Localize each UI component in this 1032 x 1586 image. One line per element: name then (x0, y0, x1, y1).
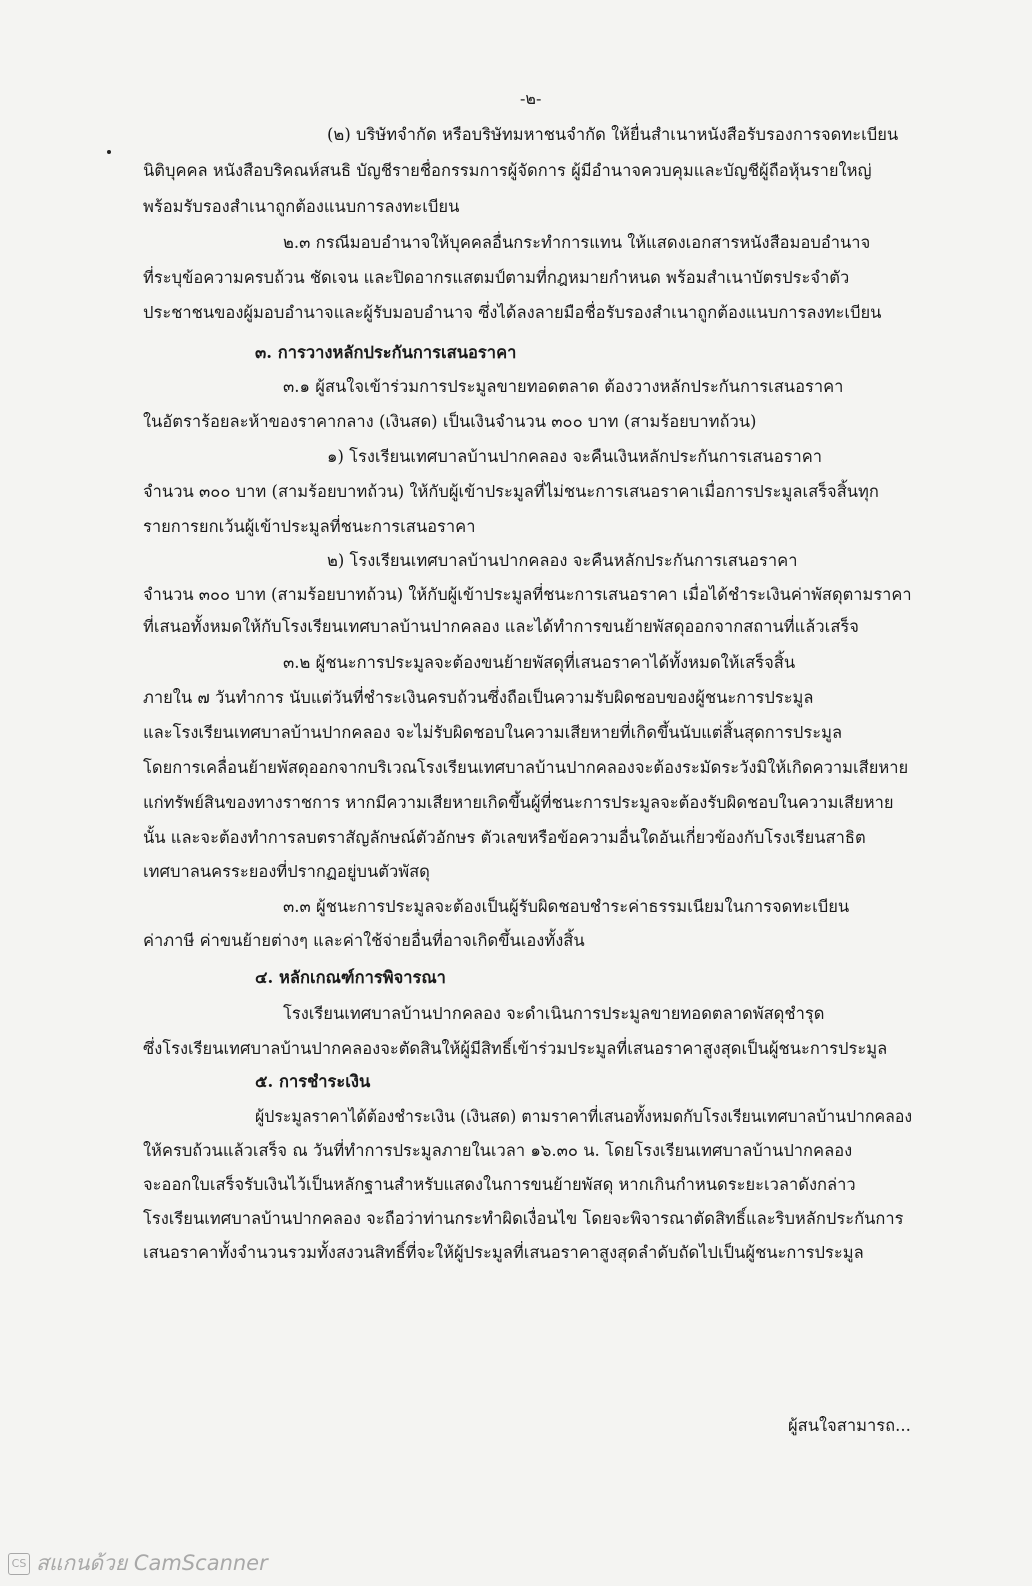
para-3-2-line-6: นั้น และจะต้องทำการลบตราสัญลักษณ์ตัวอักษร ตัวเลขหรือข้อความอื่นใดอันเกี่ยวข้องกับโรงเรียนสาธิต (143, 828, 866, 847)
para-3-1-line-1: ๓.๑ ผู้สนใจเข้าร่วมการประมูลขายทอดตลาด ต้องวางหลักประกันการเสนอราคา (283, 377, 844, 396)
continuation-note: ผู้สนใจสามารถ... (788, 1416, 911, 1435)
para-3-1-2-line-3: ที่เสนอทั้งหมดให้กับโรงเรียนเทศบาลบ้านปากคลอง และได้ทำการขนย้ายพัสดุออกจากสถานที่แล้วเสร็จ (143, 617, 859, 636)
para-3-1-1-line-3: รายการยกเว้นผู้เข้าประมูลที่ชนะการเสนอราคา (143, 517, 476, 536)
watermark-text: สแกนด้วย CamScanner (36, 1551, 268, 1575)
scanner-watermark (8, 1547, 268, 1580)
para-4-line-2: ซึ่งโรงเรียนเทศบาลบ้านปากคลองจะตัดสินให้ผู้มีสิทธิ์เข้าร่วมประมูลที่เสนอราคาสูงสุดเป็นผู้ชนะการประมูล (143, 1039, 888, 1058)
para-5-line-3: จะออกใบเสร็จรับเงินไว้เป็นหลักฐานสำหรับแสดงในการขนย้ายพัสดุ หากเกินกำหนดระยะเวลาดังกล่าว (143, 1175, 856, 1194)
section-3-heading: ๓. การวางหลักประกันการเสนอราคา (255, 343, 517, 362)
para-2-2-line-1: (๒) บริษัทจำกัด หรือบริษัทมหาชนจำกัด ให้ยื่นสำเนาหนังสือรับรองการจดทะเบียน (327, 125, 899, 144)
para-3-3-line-2: ค่าภาษี ค่าขนย้ายต่างๆ และค่าใช้จ่ายอื่นที่อาจเกิดขึ้นเองทั้งสิ้น (143, 931, 585, 950)
para-2-3-line-1: ๒.๓ กรณีมอบอำนาจให้บุคคลอื่นกระทำการแทน ให้แสดงเอกสารหนังสือมอบอำนาจ (283, 233, 871, 252)
para-2-2-line-2: นิติบุคคล หนังสือบริคณห์สนธิ บัญชีรายชื่อกรรมการผู้จัดการ ผู้มีอำนาจควบคุมและบัญชีผู้ถือหุ้นรายใหญ่ (143, 161, 872, 180)
para-3-2-line-5: แก่ทรัพย์สินของทางราชการ หากมีความเสียหายเกิดขึ้นผู้ที่ชนะการประมูลจะต้องรับผิดชอบในความเสียหาย (143, 793, 894, 812)
para-2-3-line-2: ที่ระบุข้อความครบถ้วน ชัดเจน และปิดอากรแสตมป์ตามที่กฎหมายกำหนด พร้อมสำเนาบัตรประจำตัว (143, 268, 850, 287)
para-5-line-5: เสนอราคาทั้งจำนวนรวมทั้งสงวนสิทธิ์ที่จะให้ผู้ประมูลที่เสนอราคาสูงสุดลำดับถัดไปเป็นผู้ชนะการประมูล (143, 1243, 864, 1262)
para-3-1-1-line-1: ๑) โรงเรียนเทศบาลบ้านปากคลอง จะคืนเงินหลักประกันการเสนอราคา (327, 447, 823, 466)
para-3-1-line-2: ในอัตราร้อยละห้าของราคากลาง (เงินสด) เป็นเงินจำนวน ๓๐๐ บาท (สามร้อยบาทถ้วน) (143, 412, 757, 431)
para-3-2-line-2: ภายใน ๗ วันทำการ นับแต่วันที่ชำระเงินครบถ้วนซึ่งถือเป็นความรับผิดชอบของผู้ชนะการประมูล (143, 688, 814, 707)
para-5-line-2: ให้ครบถ้วนแล้วเสร็จ ณ วันที่ทำการประมูลภายในเวลา ๑๖.๓๐ น. โดยโรงเรียนเทศบาลบ้านปากคลอง (143, 1141, 853, 1160)
para-3-2-line-3: และโรงเรียนเทศบาลบ้านปากคลอง จะไม่รับผิดชอบในความเสียหายที่เกิดขึ้นนับแต่สิ้นสุดการประมูล (143, 723, 843, 742)
para-3-2-line-1: ๓.๒ ผู้ชนะการประมูลจะต้องขนย้ายพัสดุที่เสนอราคาได้ทั้งหมดให้เสร็จสิ้น (283, 653, 796, 672)
section-4-heading: ๔. หลักเกณฑ์การพิจารณา (255, 968, 446, 987)
section-5-heading: ๕. การชำระเงิน (255, 1072, 371, 1091)
para-3-2-line-4: โดยการเคลื่อนย้ายพัสดุออกจากบริเวณโรงเรียนเทศบาลบ้านปากคลองจะต้องระมัดระวังมิให้เกิดความเสียหาย (143, 758, 909, 777)
para-3-1-2-line-1: ๒) โรงเรียนเทศบาลบ้านปากคลอง จะคืนหลักประกันการเสนอราคา (327, 551, 798, 570)
scan-speck (107, 150, 111, 154)
para-4-line-1: โรงเรียนเทศบาลบ้านปากคลอง จะดำเนินการประมูลขายทอดตลาดพัสดุชำรุด (283, 1004, 825, 1023)
para-2-3-line-3: ประชาชนของผู้มอบอำนาจและผู้รับมอบอำนาจ ซึ่งได้ลงลายมือชื่อรับรองสำเนาถูกต้องแนบการลงทะเบียน (143, 303, 882, 322)
camscanner-logo-icon: CS (8, 1553, 30, 1575)
para-3-3-line-1: ๓.๓ ผู้ชนะการประมูลจะต้องเป็นผู้รับผิดชอบชำระค่าธรรมเนียมในการจดทะเบียน (283, 897, 850, 916)
para-2-2-line-3: พร้อมรับรองสำเนาถูกต้องแนบการลงทะเบียน (143, 197, 460, 216)
para-3-2-line-7: เทศบาลนครระยองที่ปรากฏอยู่บนตัวพัสดุ (143, 862, 430, 881)
para-5-line-4: โรงเรียนเทศบาลบ้านปากคลอง จะถือว่าท่านกระทำผิดเงื่อนไข โดยจะพิจารณาตัดสิทธิ์และริบหลักประกันการ (143, 1209, 904, 1228)
page-number: -๒- (520, 89, 542, 108)
para-3-1-2-line-2: จำนวน ๓๐๐ บาท (สามร้อยบาทถ้วน) ให้กับผู้เข้าประมูลที่ชนะการเสนอราคา เมื่อได้ชำระเงินค่าพัสดุตามราคา (143, 585, 912, 604)
para-3-1-1-line-2: จำนวน ๓๐๐ บาท (สามร้อยบาทถ้วน) ให้กับผู้เข้าประมูลที่ไม่ชนะการเสนอราคาเมื่อการประมูลเสร็จสิ้นทุก (143, 482, 879, 501)
para-5-line-1: ผู้ประมูลราคาได้ต้องชำระเงิน (เงินสด) ตามราคาที่เสนอทั้งหมดกับโรงเรียนเทศบาลบ้านปากคลอง (255, 1107, 913, 1126)
